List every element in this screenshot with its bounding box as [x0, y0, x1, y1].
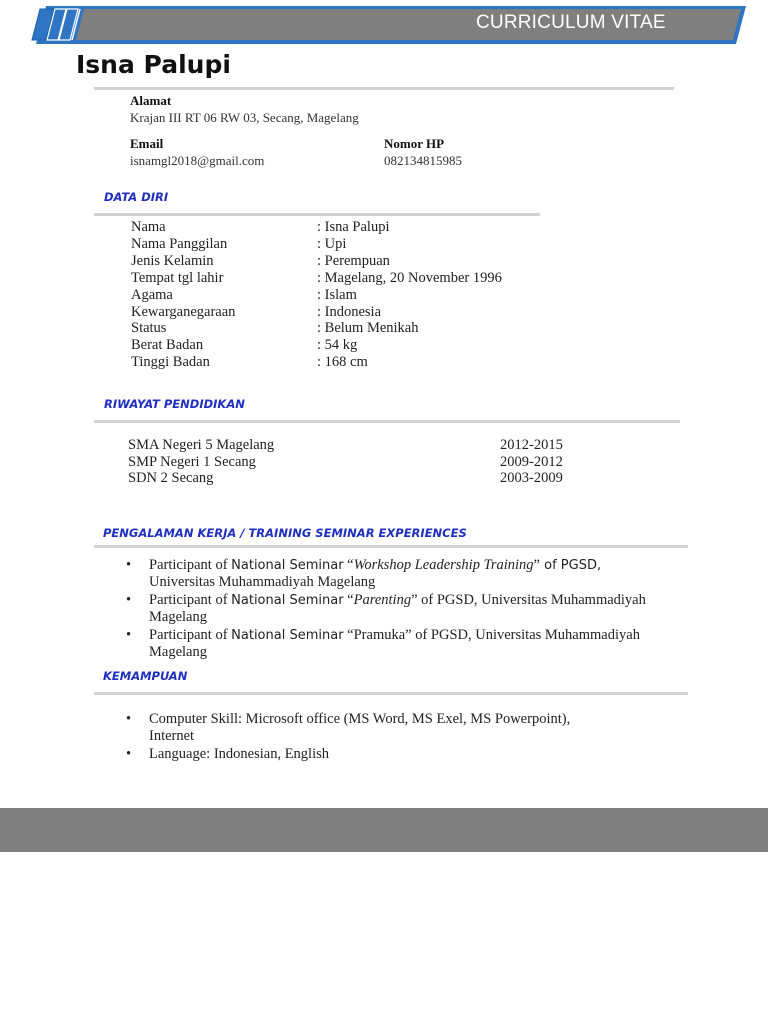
data-value: : Isna Palupi [317, 219, 390, 235]
list-item: • Computer Skill: Microsoft office (MS Word, MS Exel, MS Powerpoint), Internet [126, 711, 571, 744]
data-label: Berat Badan [131, 337, 204, 353]
address-label: Alamat [130, 93, 172, 108]
data-value: : Perempuan [317, 253, 390, 269]
email-label: Email [130, 136, 164, 151]
data-label: Tinggi Badan [131, 354, 210, 370]
bullet-icon: • [126, 557, 132, 573]
data-diri-divider [94, 213, 540, 216]
school-name: SMP Negeri 1 Secang [128, 454, 256, 470]
data-value: : Upi [317, 236, 347, 252]
bullet-icon: • [126, 592, 132, 608]
data-label: Tempat tgl lahir [131, 270, 224, 286]
data-value: : Islam [317, 287, 357, 303]
email-value: isnamgl2018@gmail.com [130, 153, 265, 168]
list-item: • Participant of National Seminar “Workshop Leadership Training” of PGSD, Universitas Muhammadiyah Magelang [126, 557, 602, 590]
data-value: : Indonesia [317, 304, 382, 320]
data-label: Kewarganegaraan [131, 304, 236, 320]
section-title-pendidikan: RIWAYAT PENDIDIKAN [104, 397, 245, 411]
address-value: Krajan III RT 06 RW 03, Secang, Magelang [130, 110, 359, 125]
school-years: 2012-2015 [500, 437, 563, 453]
section-title-kemampuan: KEMAMPUAN [103, 669, 188, 683]
skills-list [103, 711, 703, 764]
section-title-data-diri: DATA DIRI [104, 190, 169, 204]
data-label: Nama [131, 219, 166, 235]
section-title-pengalaman: PENGALAMAN KERJA / TRAINING SEMINAR EXPERIENCES [103, 526, 467, 540]
list-item: • Participant of National Seminar “Parenting” of PGSD, Universitas Muhammadiyah Magelang [126, 592, 646, 625]
data-label: Jenis Kelamin [131, 253, 214, 269]
person-name: Isna Palupi [76, 50, 231, 79]
name-divider [94, 87, 674, 90]
data-value: : Belum Menikah [317, 320, 419, 336]
school-name: SMA Negeri 5 Magelang [128, 437, 275, 453]
pengalaman-divider [94, 545, 688, 548]
bullet-icon: • [126, 627, 132, 643]
bullet-icon: • [126, 711, 132, 727]
school-name: SDN 2 Secang [128, 470, 214, 486]
data-value: : 54 kg [317, 337, 358, 353]
school-years: 2009-2012 [500, 454, 563, 470]
data-label: Agama [131, 287, 173, 303]
data-label: Nama Panggilan [131, 236, 228, 252]
bullet-icon: • [126, 746, 132, 762]
kemampuan-divider [94, 692, 688, 695]
banner-title: CURRICULUM VITAE [476, 12, 666, 33]
seminar-title: Workshop Leadership Training [353, 557, 534, 573]
experience-list [103, 557, 703, 662]
phone-label: Nomor HP [384, 136, 445, 151]
school-years: 2003-2009 [500, 470, 563, 486]
phone-value: 082134815985 [384, 153, 462, 168]
data-label: Status [131, 320, 167, 336]
seminar-title: Pramuka [353, 627, 406, 643]
list-item: • Language: Indonesian, English [126, 746, 329, 762]
data-value: : Magelang, 20 November 1996 [317, 270, 502, 286]
footer-band [0, 808, 768, 852]
pendidikan-divider [94, 420, 680, 423]
seminar-title: Parenting [353, 592, 412, 608]
data-value: : 168 cm [317, 354, 368, 370]
list-item: • Participant of National Seminar “Pramuka” of PGSD, Universitas Muhammadiyah Magelang [126, 627, 640, 660]
